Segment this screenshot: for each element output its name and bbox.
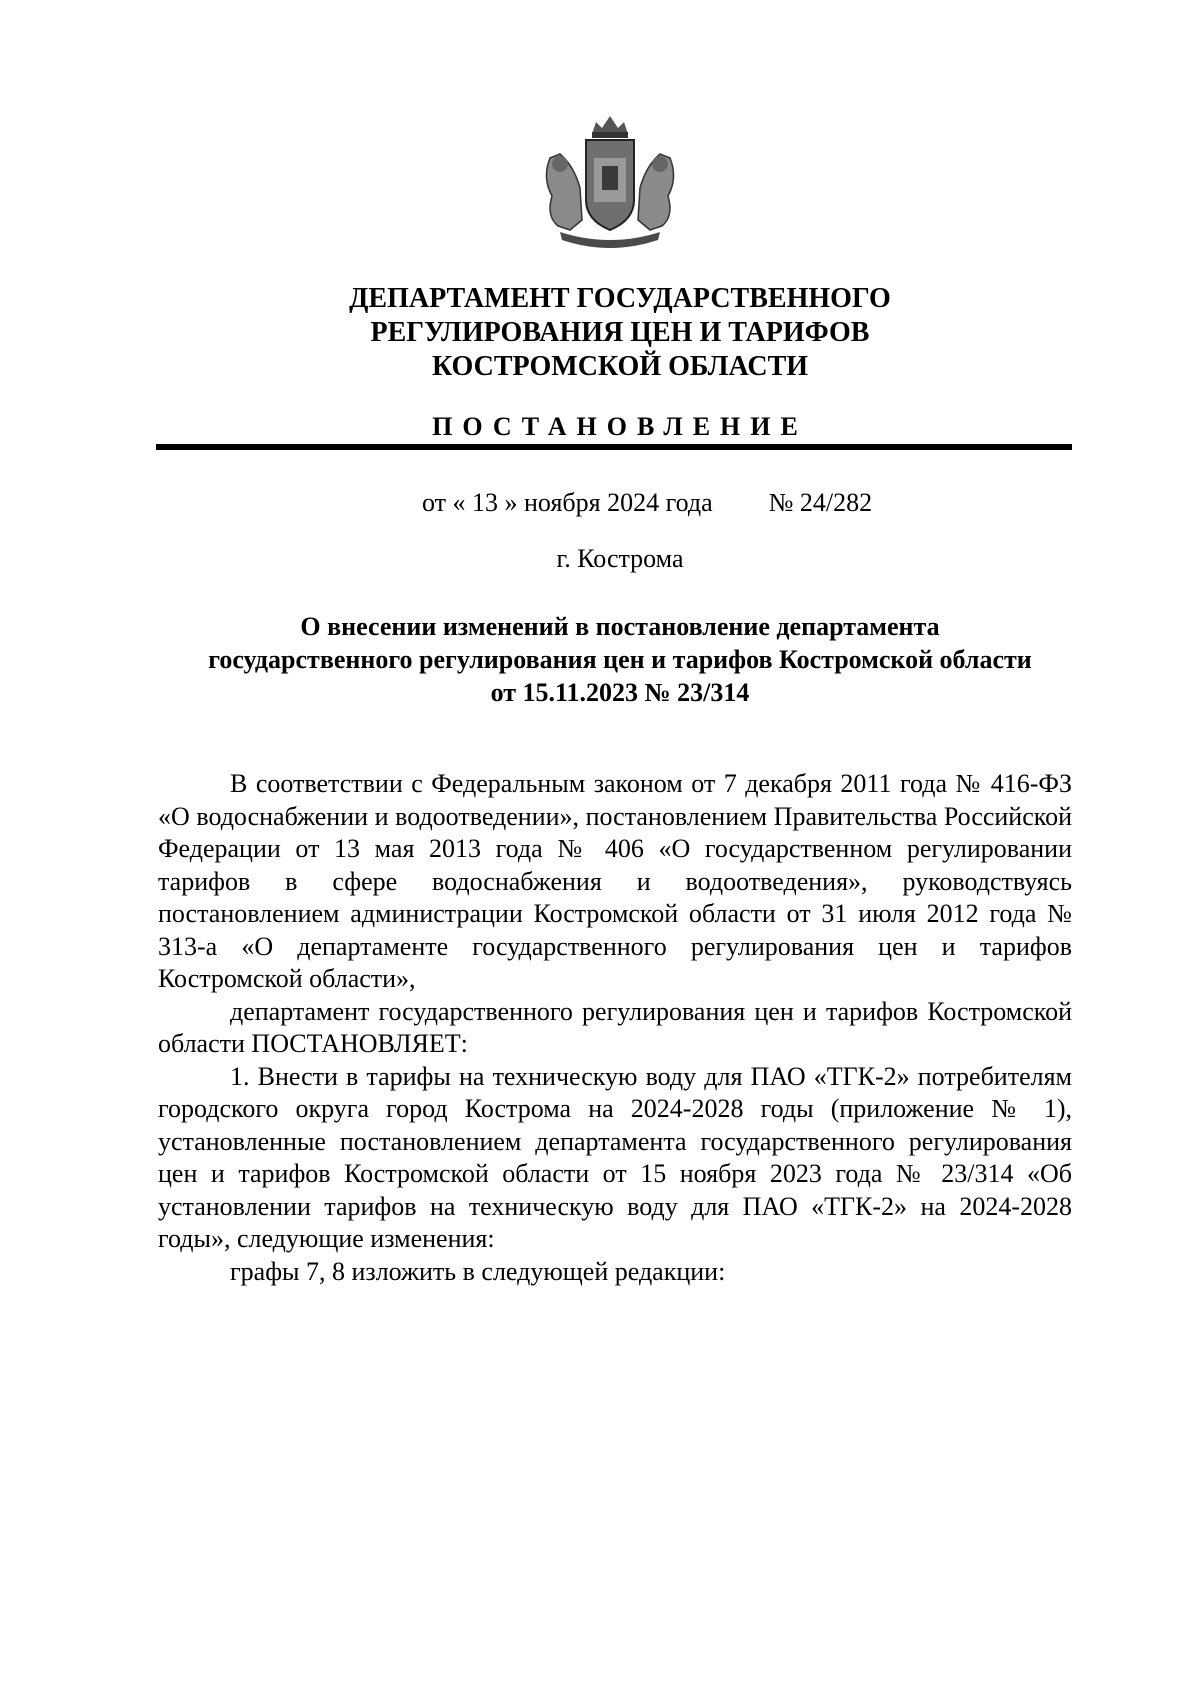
- subject-line-2: государственного регулирования цен и тарифов Костромской области: [208, 645, 1032, 674]
- document-subject: [130, 610, 1110, 709]
- department-line-2: РЕГУЛИРОВАНИЯ ЦЕН И ТАРИФОВ: [370, 317, 870, 348]
- document-body: [158, 768, 1072, 1288]
- subject-line-1: О внесении изменений в постановление департамента: [300, 612, 940, 641]
- department-line-1: ДЕПАРТАМЕНТ ГОСУДАРСТВЕННОГО: [349, 283, 891, 314]
- document-date: от « 13 » ноября 2024 года: [422, 488, 713, 517]
- document-number: № 24/282: [768, 488, 873, 517]
- subject-line-3: от 15.11.2023 № 23/314: [490, 678, 750, 707]
- coat-of-arms-icon: [530, 108, 690, 258]
- department-line-3: КОСТРОМСКОЙ ОБЛАСТИ: [431, 351, 809, 382]
- body-paragraph-preamble: В соответствии с Федеральным законом от 7 декабря 2011 года № 416-ФЗ «О водоснабжении и водоотведении», постановлением Правительства Российской Федерации от 13 мая 2013 года № 406 «О государственном регулировании тарифов в сфере водоснабжения и водоотведения», руководствуясь постановлением администрации Костромской области от 31 июля 2012 года № 313-а «О департаменте государственного регулирования цен и тарифов Костромской области»,: [158, 769, 1072, 993]
- document-type: ПОСТАНОВЛЕНИЕ: [432, 412, 808, 441]
- date-number-line: [422, 488, 872, 518]
- header-divider: [156, 444, 1072, 450]
- body-paragraph-resolves: департамент государственного регулирования цен и тарифов Костромской области ПОСТАНОВЛЯЕТ:: [158, 996, 1072, 1058]
- body-paragraph-item-1: 1. Внести в тарифы на техническую воду для ПАО «ТГК-2» потребителям городского округа город Кострома на 2024-2028 годы (приложение № 1), установленные постановлением департамента государственного регулирования цен и тарифов Костромской области от 15 ноября 2023 года № 23/314 «Об установлении тарифов на техническую воду для ПАО «ТГК-2» на 2024-2028 годы», следующие изменения:: [158, 1061, 1072, 1253]
- document-city: г. Кострома: [556, 544, 684, 573]
- body-paragraph-columns: графы 7, 8 изложить в следующей редакции:: [230, 1256, 726, 1286]
- department-name: [160, 282, 1080, 384]
